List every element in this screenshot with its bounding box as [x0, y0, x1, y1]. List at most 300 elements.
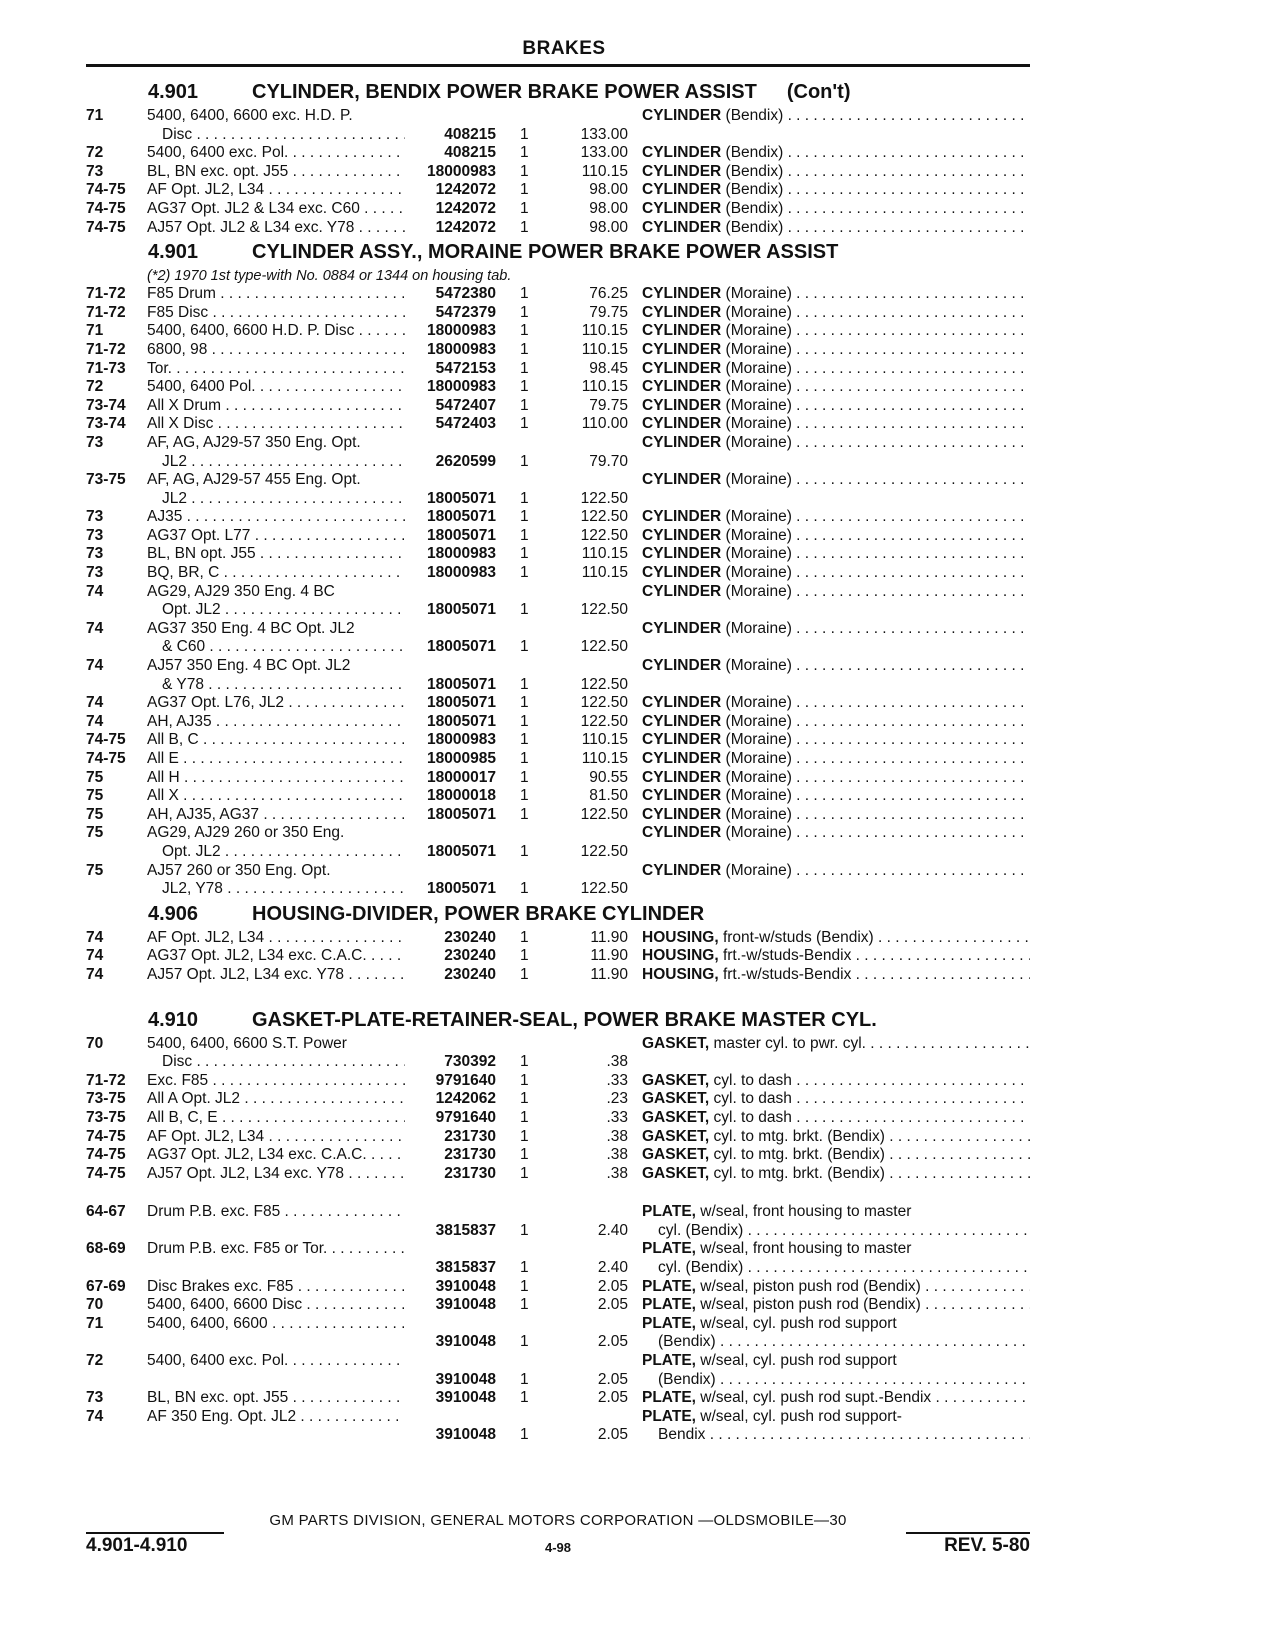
quantity: 1: [520, 965, 529, 983]
price: 79.75: [589, 396, 628, 414]
part-name: [642, 378, 1030, 397]
part-number: 18005071: [427, 805, 496, 823]
part-name-label: CYLINDER: [642, 181, 722, 199]
part-number: 231730: [444, 1127, 496, 1145]
quantity: 1: [520, 1090, 529, 1108]
part-name-detail: (Moraine): [725, 805, 792, 823]
description-text: BL, BN opt. J55: [147, 545, 256, 563]
part-number: 1242072: [435, 218, 496, 236]
leader-dots: [327, 1240, 405, 1257]
part-row: [86, 1109, 1030, 1128]
leader-dots: [250, 527, 405, 544]
price: 81.50: [589, 787, 628, 805]
part-name-detail: (Moraine): [725, 396, 792, 414]
part-name-label: CYLINDER: [642, 619, 722, 637]
part-name-detail: w/seal, cyl. push rod support: [700, 1352, 897, 1370]
part-number: 18000983: [427, 545, 496, 563]
part-name: [642, 769, 1030, 788]
part-name: [642, 806, 1030, 825]
part-row: [86, 415, 1030, 434]
part-row: [86, 1146, 1030, 1165]
part-row-line: [86, 966, 1030, 985]
quantity: 1: [520, 1127, 529, 1145]
part-row-line: [86, 144, 1030, 163]
application-description: [162, 601, 405, 620]
part-row: [86, 219, 1030, 238]
model-year: 70: [86, 1034, 104, 1052]
part-name-detail: (Moraine): [725, 564, 792, 582]
leader-dots: [792, 508, 1030, 525]
part-row-line: [86, 304, 1030, 323]
leader-dots: [221, 843, 405, 860]
part-row: [86, 545, 1030, 564]
part-number: 1242072: [435, 199, 496, 217]
application-description: [147, 1165, 405, 1184]
part-row-line: [86, 1315, 1030, 1334]
part-row: [86, 304, 1030, 323]
price: 122.50: [580, 526, 628, 544]
part-name-label: PLATE,: [642, 1203, 696, 1221]
part-name-label: CYLINDER: [642, 162, 722, 180]
model-year: 74-75: [86, 731, 126, 749]
part-name-detail: (Moraine): [725, 824, 792, 842]
part-name: [642, 341, 1030, 360]
application-description: [147, 947, 405, 966]
part-row-line: [86, 1109, 1030, 1128]
part-name: [642, 731, 1030, 750]
part-name-detail: (Moraine): [725, 285, 792, 303]
part-name-detail: frt.-w/studs-Bendix: [722, 965, 852, 983]
continued-label: (Con't): [786, 81, 851, 103]
footer-rule-right: [906, 1532, 1030, 1534]
part-row-line: [86, 378, 1030, 397]
part-name-detail: (Moraine): [725, 545, 792, 563]
price: 79.70: [589, 452, 628, 470]
leader-dots: [716, 1371, 1030, 1388]
description-text: AF Opt. JL2, L34: [147, 1127, 265, 1145]
model-year: 73: [86, 1389, 104, 1407]
part-row: [86, 1352, 1030, 1389]
quantity: 1: [520, 564, 529, 582]
description-text: 5400, 6400 Pol.: [147, 378, 256, 396]
application-description: [147, 1203, 405, 1222]
part-row-line: [86, 750, 1030, 769]
part-name: [642, 285, 1030, 304]
part-row-line: [86, 1426, 1030, 1445]
description-text: Disc: [162, 1053, 193, 1071]
part-row-line: [86, 219, 1030, 238]
part-name-detail: (Moraine): [725, 768, 792, 786]
application-description: [147, 378, 405, 397]
application-description: [147, 713, 405, 732]
part-row: [86, 1128, 1030, 1147]
leader-dots: [288, 1389, 405, 1406]
price: 2.05: [597, 1370, 628, 1388]
application-description: [147, 341, 405, 360]
part-row-line: [86, 713, 1030, 732]
part-number: 3815837: [435, 1221, 496, 1239]
part-row: [86, 787, 1030, 806]
part-row-line: [86, 341, 1030, 360]
quantity: 1: [520, 545, 529, 563]
model-year: 72: [86, 378, 104, 396]
description-text: F85 Disc: [147, 303, 209, 321]
part-row: [86, 1278, 1030, 1297]
part-row: [86, 713, 1030, 732]
model-year: 71-72: [86, 303, 126, 321]
application-description: [147, 508, 405, 527]
part-name-label: CYLINDER: [642, 359, 722, 377]
part-number: 18000983: [427, 340, 496, 358]
part-row-line: [86, 601, 1030, 620]
price: 122.50: [580, 675, 628, 693]
price: 2.40: [597, 1221, 628, 1239]
price: 2.05: [597, 1296, 628, 1314]
quantity: 1: [520, 285, 529, 303]
leader-dots: [743, 1259, 1030, 1276]
leader-dots: [792, 527, 1030, 544]
leader-dots: [280, 1203, 405, 1220]
part-name-detail: (Moraine): [725, 619, 792, 637]
description-text: Opt. JL2: [162, 601, 221, 619]
leader-dots: [182, 508, 405, 525]
part-name: [642, 564, 1030, 583]
application-description: [147, 657, 405, 676]
application-description: [147, 694, 405, 713]
part-name-label: CYLINDER: [642, 378, 722, 396]
application-description: [147, 1296, 405, 1315]
leader-dots: [792, 545, 1030, 562]
part-row-line: [86, 1090, 1030, 1109]
description-text: Disc Brakes exc. F85: [147, 1277, 294, 1295]
quantity: 1: [520, 1108, 529, 1126]
description-text: AG37 Opt. L77: [147, 526, 251, 544]
part-row: [86, 620, 1030, 657]
application-description: [147, 163, 405, 182]
part-name: [642, 787, 1030, 806]
model-year: 71: [86, 107, 104, 124]
part-name: [642, 163, 1030, 182]
part-number: 3910048: [435, 1426, 496, 1444]
leader-dots: [851, 947, 1030, 964]
part-number: 18005071: [427, 601, 496, 619]
part-number: 18000017: [427, 768, 496, 786]
model-year: 74: [86, 1407, 104, 1425]
description-text: AJ57 Opt. JL2, L34 exc. Y78 . .: [147, 1164, 362, 1182]
model-year: 74: [86, 712, 104, 730]
part-name: [642, 1090, 1030, 1109]
part-row: [86, 471, 1030, 508]
part-row-line: [86, 947, 1030, 966]
part-name-detail: w/seal, front housing to master: [700, 1240, 912, 1258]
price: 2.05: [597, 1333, 628, 1351]
part-row-line: [86, 434, 1030, 453]
model-year: 73: [86, 526, 104, 544]
part-name-detail: (Bendix): [658, 1333, 716, 1351]
part-name-detail: cyl. to mtg. brkt. (Bendix): [713, 1164, 885, 1182]
part-name-label: PLATE,: [642, 1240, 696, 1258]
leader-dots: [259, 806, 405, 823]
application-description: [147, 1035, 405, 1054]
part-name-detail: (Moraine): [725, 731, 792, 749]
part-row-line: [86, 181, 1030, 200]
description-text: AG29, AJ29 260 or 350 Eng.: [147, 824, 345, 842]
quantity: 1: [520, 144, 529, 162]
model-year: 73-75: [86, 1090, 126, 1108]
application-description: [147, 731, 405, 750]
leader-dots: [221, 397, 405, 414]
model-year: 74: [86, 582, 104, 600]
leader-dots: [360, 200, 405, 217]
application-description: [147, 471, 405, 490]
application-description: [147, 1389, 405, 1408]
description-text: AF 350 Eng. Opt. JL2: [147, 1407, 297, 1425]
price: 2.05: [597, 1426, 628, 1444]
part-name: [642, 1128, 1030, 1147]
model-year: 73-75: [86, 1108, 126, 1126]
description-text: AG37 Opt. JL2 & L34 exc. C60: [147, 199, 360, 217]
description-text: AJ57 Opt. JL2, L34 exc. Y78 . .: [147, 965, 362, 983]
quantity: 1: [520, 601, 529, 619]
part-row-line: [86, 1278, 1030, 1297]
price: .33: [606, 1071, 628, 1089]
quantity: 1: [520, 1071, 529, 1089]
part-row: [86, 1090, 1030, 1109]
part-row-line: [86, 676, 1030, 695]
part-row: [86, 1389, 1030, 1408]
price: 98.45: [589, 359, 628, 377]
section-heading: [86, 899, 1030, 929]
description-text: AG29, AJ29 350 Eng. 4 BC: [147, 582, 335, 600]
part-name-label: CYLINDER: [642, 712, 722, 730]
footer-corporation: GM PARTS DIVISION, GENERAL MOTORS CORPORATION —OLDSMOBILE—30: [269, 1512, 847, 1529]
part-row: [86, 929, 1030, 948]
part-row-line: [86, 322, 1030, 341]
part-row-line: [86, 657, 1030, 676]
quantity: 1: [520, 1333, 529, 1351]
part-name-label: CYLINDER: [642, 750, 722, 767]
part-row-line: [86, 1053, 1030, 1072]
quantity: 1: [520, 340, 529, 358]
group-number: 4.901: [148, 81, 199, 103]
model-year: 70: [86, 1296, 104, 1314]
leader-dots: [264, 929, 405, 946]
part-name-detail: (Moraine): [725, 378, 792, 396]
quantity: 1: [520, 947, 529, 965]
part-name-label: CYLINDER: [642, 824, 722, 842]
part-name-detail: (Moraine): [725, 582, 792, 600]
application-description: [147, 583, 405, 602]
application-description: [147, 806, 405, 825]
part-row: [86, 341, 1030, 360]
price: 98.00: [589, 218, 628, 236]
price: 11.90: [590, 965, 628, 983]
group-number: 4.901: [148, 241, 199, 264]
part-name: [642, 1240, 1030, 1259]
part-name: [658, 1222, 1030, 1241]
part-name-label: CYLINDER: [642, 657, 722, 675]
part-row-line: [86, 620, 1030, 639]
part-name-detail: (Moraine): [725, 526, 792, 544]
application-description: [147, 966, 405, 985]
application-description: [147, 397, 405, 416]
application-description: [147, 1128, 405, 1147]
quantity: 1: [520, 1296, 529, 1314]
price: 98.00: [589, 199, 628, 217]
part-name: [642, 824, 1030, 843]
part-number: 3910048: [435, 1333, 496, 1351]
leader-dots: [792, 620, 1030, 637]
part-name: [642, 1278, 1030, 1297]
part-number: 18005071: [427, 880, 496, 898]
description-text: AJ57 350 Eng. 4 BC Opt. JL2: [147, 657, 351, 675]
price: 133.00: [580, 144, 628, 162]
part-row-line: [86, 787, 1030, 806]
model-year: 74: [86, 965, 104, 983]
application-description: [147, 200, 405, 219]
leader-dots: [792, 341, 1030, 358]
part-name-label: CYLINDER: [642, 340, 722, 358]
price: 110.15: [581, 731, 628, 749]
model-year: 71-72: [86, 1071, 126, 1089]
description-text: AJ35: [147, 508, 183, 526]
description-text: All X Disc: [147, 415, 214, 433]
leader-dots: [219, 564, 405, 581]
price: .33: [606, 1108, 628, 1126]
leader-dots: [264, 1128, 405, 1145]
section-title: CYLINDER ASSY., MORAINE POWER BRAKE POWER ASSIST: [252, 241, 839, 264]
price: .38: [606, 1053, 628, 1071]
model-year: 75: [86, 805, 104, 823]
leader-dots: [885, 1128, 1030, 1145]
part-row: [86, 1240, 1030, 1277]
quantity: 1: [520, 359, 529, 377]
part-name-detail: w/seal, piston push rod (Bendix) . .: [700, 1296, 939, 1314]
part-name: [642, 181, 1030, 200]
part-name: [642, 322, 1030, 341]
section-heading: [86, 77, 1030, 107]
part-name-label: PLATE,: [642, 1352, 696, 1370]
part-name: [642, 304, 1030, 323]
price: 110.15: [581, 545, 628, 563]
part-row: [86, 750, 1030, 769]
model-year: 74-75: [86, 218, 126, 236]
part-row-line: [86, 929, 1030, 948]
description-text: JL2: [162, 452, 187, 470]
leader-dots: [199, 731, 405, 748]
model-year: 73-74: [86, 396, 126, 414]
part-name-detail: (Bendix): [658, 1370, 716, 1388]
price: 110.15: [581, 340, 628, 358]
description-text: All X Drum: [147, 396, 222, 414]
quantity: 1: [520, 508, 529, 526]
application-description: [147, 527, 405, 546]
part-name: [642, 1408, 1030, 1427]
part-number: 230240: [444, 965, 496, 983]
description-text: AF, AG, AJ29-57 455 Eng. Opt.: [147, 471, 361, 489]
price: 122.50: [580, 694, 628, 712]
part-number: 3910048: [435, 1277, 496, 1295]
part-name-label: CYLINDER: [642, 107, 722, 124]
description-text: AH, AJ35, AG37: [147, 805, 260, 823]
quantity: 1: [520, 526, 529, 544]
part-row-line: [86, 1222, 1030, 1241]
part-name: [642, 545, 1030, 564]
part-name-detail: w/seal, cyl. push rod supt.-Bendix .: [700, 1389, 940, 1407]
part-row-line: [86, 731, 1030, 750]
application-description: [162, 490, 405, 509]
part-name: [642, 144, 1030, 163]
model-year: 74: [86, 928, 104, 946]
part-number: 5472380: [435, 285, 496, 303]
part-row: [86, 862, 1030, 899]
leader-dots: [256, 378, 405, 395]
part-row: [86, 694, 1030, 713]
part-name-label: PLATE,: [642, 1296, 696, 1314]
part-name-label: PLATE,: [642, 1389, 696, 1407]
model-year: 75: [86, 768, 104, 786]
quantity: 1: [520, 162, 529, 180]
part-name: [642, 1315, 1030, 1334]
part-number: 3910048: [435, 1296, 496, 1314]
section-title-wrap: [252, 1005, 877, 1035]
part-name-label: CYLINDER: [642, 218, 722, 236]
part-name: [642, 1352, 1030, 1371]
description-text: BL, BN exc. opt. J55: [147, 1389, 289, 1407]
model-year: 74: [86, 694, 104, 712]
leader-dots: [792, 787, 1030, 804]
part-row: [86, 806, 1030, 825]
part-number: 18000985: [427, 750, 496, 767]
part-number: 18005071: [427, 638, 496, 656]
description-text: Exc. F85: [147, 1071, 209, 1089]
part-name-detail: cyl. to mtg. brkt. (Bendix): [713, 1127, 885, 1145]
part-row: [86, 1315, 1030, 1352]
part-row-line: [86, 1296, 1030, 1315]
leader-dots: [792, 285, 1030, 302]
section-heading: [86, 237, 1030, 267]
part-row-line: [86, 453, 1030, 472]
application-description: [147, 769, 405, 788]
leader-dots: [293, 1278, 405, 1295]
part-name-label: PLATE,: [642, 1277, 696, 1295]
part-number: 231730: [444, 1164, 496, 1182]
description-text: Drum P.B. exc. F85: [147, 1203, 281, 1221]
part-number: 408215: [444, 144, 496, 162]
description-text: Tor.: [147, 359, 172, 377]
description-text: AG37 Opt. L76, JL2: [147, 694, 285, 712]
part-row: [86, 434, 1030, 471]
quantity: 1: [520, 322, 529, 340]
part-name-label: CYLINDER: [642, 564, 722, 582]
quantity: 1: [520, 750, 529, 767]
part-name: [642, 1035, 1030, 1054]
quantity: 1: [520, 805, 529, 823]
part-name: [642, 1165, 1030, 1184]
part-name-label: CYLINDER: [642, 471, 722, 489]
part-name-label: GASKET,: [642, 1146, 710, 1164]
description-text: & Y78: [162, 675, 204, 693]
part-number: 18005071: [427, 694, 496, 712]
price: 122.50: [580, 805, 628, 823]
price: 133.00: [580, 125, 628, 143]
model-year: 71: [86, 322, 104, 340]
part-number: 1242072: [435, 181, 496, 199]
part-row: [86, 200, 1030, 219]
part-name: [642, 657, 1030, 676]
application-description: [162, 638, 405, 657]
price: .38: [606, 1164, 628, 1182]
